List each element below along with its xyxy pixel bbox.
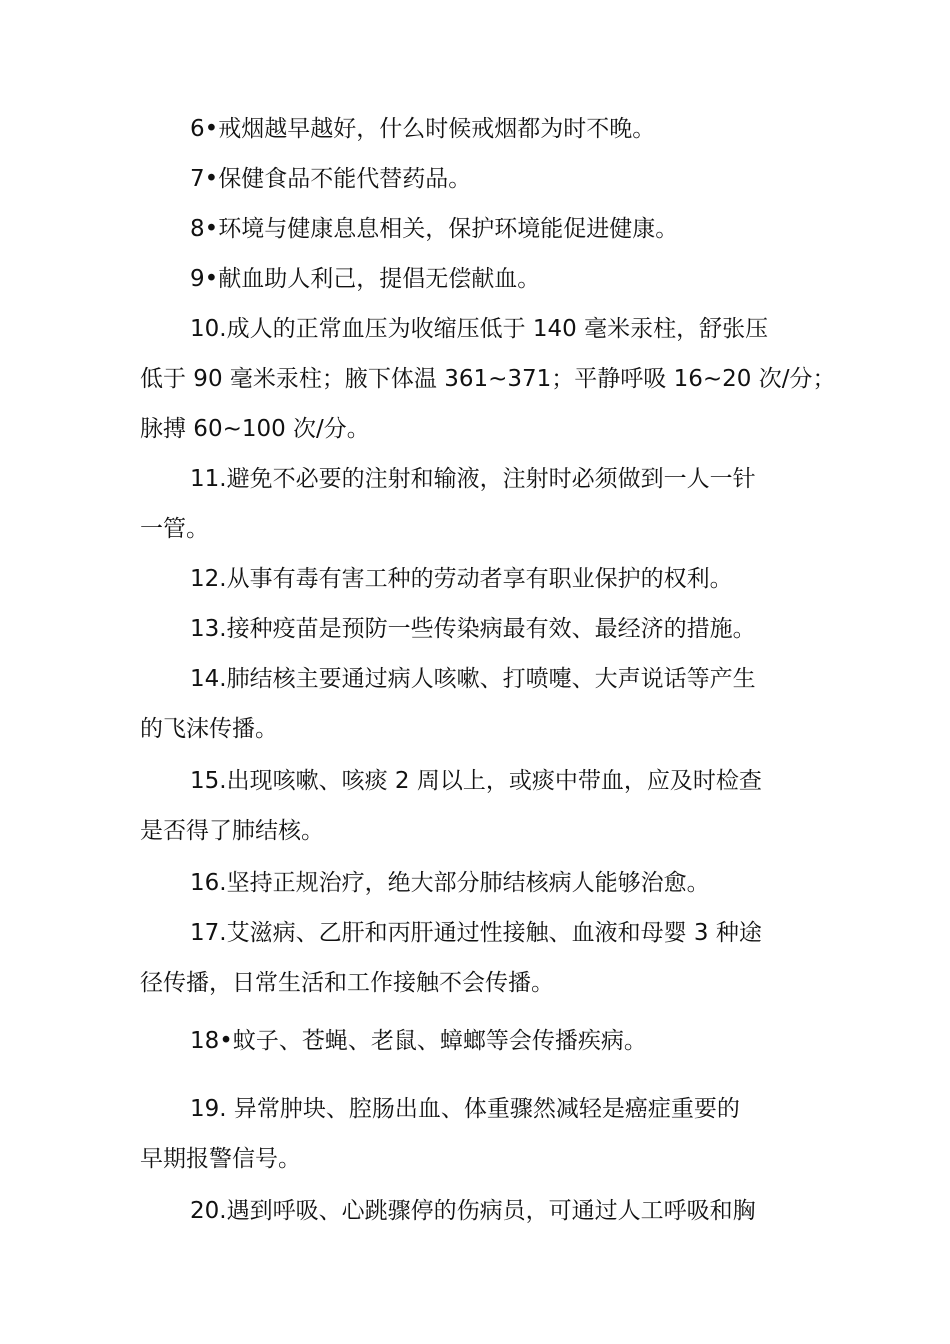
item-17-line-2: 径传播，日常生活和工作接触不会传播。 — [140, 970, 554, 996]
item-16-line: 16.坚持正规治疗，绝大部分肺结核病人能够治愈。 — [190, 870, 710, 896]
item-10-line-2: 低于 90 毫米汞柱；腋下体温 361~371；平静呼吸 16~20 次/分； — [140, 366, 836, 392]
item-7-line: 7•保健食品不能代替药品。 — [190, 166, 472, 192]
item-19-line-1: 19. 异常肿块、腔肠出血、体重骤然减轻是癌症重要的 — [190, 1096, 740, 1122]
item-10-line-3: 脉搏 60~100 次/分。 — [140, 416, 370, 442]
item-15-line-2: 是否得了肺结核。 — [140, 818, 324, 844]
item-17-line-1: 17.艾滋病、乙肝和丙肝通过性接触、血液和母婴 3 种途 — [190, 920, 762, 946]
item-15-line-1: 15.出现咳嗽、咳痰 2 周以上，或痰中带血，应及时检查 — [190, 768, 762, 794]
item-14-line-1: 14.肺结核主要通过病人咳嗽、打喷嚏、大声说话等产生 — [190, 666, 756, 692]
item-12-line: 12.从事有毒有害工种的劳动者享有职业保护的权利。 — [190, 566, 733, 592]
item-20-line-1: 20.遇到呼吸、心跳骤停的伤病员，可通过人工呼吸和胸 — [190, 1198, 756, 1224]
item-8-line: 8•环境与健康息息相关，保护环境能促进健康。 — [190, 216, 679, 242]
item-10-line-1: 10.成人的正常血压为收缩压低于 140 毫米汞柱，舒张压 — [190, 316, 769, 342]
item-14-line-2: 的飞沫传播。 — [140, 716, 278, 742]
item-19-line-2: 早期报警信号。 — [140, 1146, 301, 1172]
item-11-line-2: 一管。 — [140, 516, 209, 542]
item-18-line: 18•蚊子、苍蝇、老鼠、蟑螂等会传播疾病。 — [190, 1028, 647, 1054]
item-6-line: 6•戒烟越早越好，什么时候戒烟都为时不晚。 — [190, 116, 656, 142]
item-13-line: 13.接种疫苗是预防一些传染病最有效、最经济的措施。 — [190, 616, 756, 642]
item-11-line-1: 11.避免不必要的注射和输液，注射时必须做到一人一针 — [190, 466, 756, 492]
item-9-line: 9•献血助人利己，提倡无偿献血。 — [190, 266, 541, 292]
